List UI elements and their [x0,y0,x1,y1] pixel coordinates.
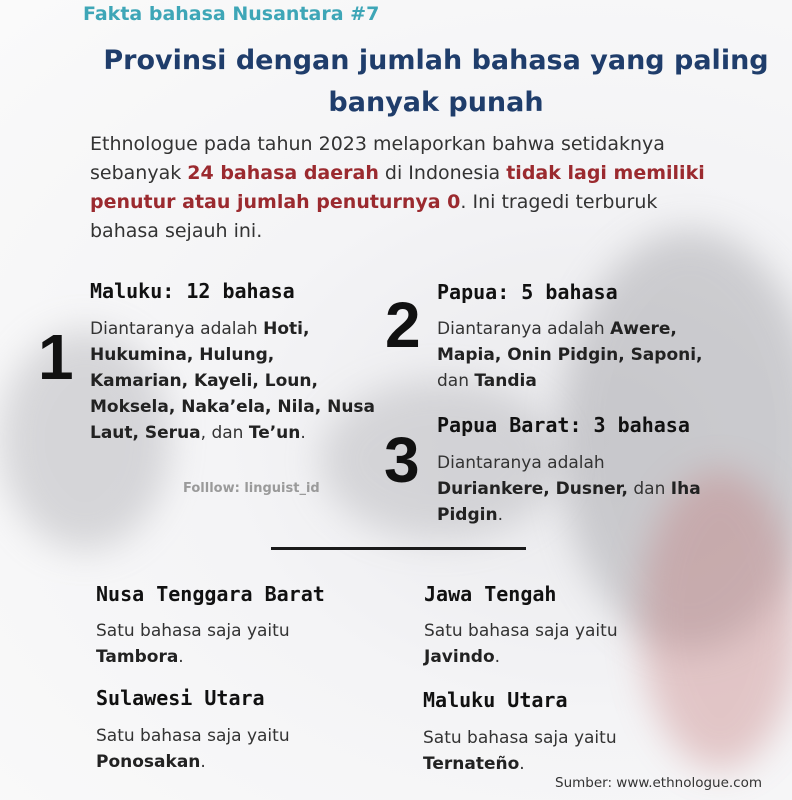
intro-text: Ethnologue pada tahun 2023 melaporkan bahwa setidaknya sebanyak [90,133,665,184]
rank2-languages: Awere, Mapia, Onin Pidgin, Saponi, [437,319,703,365]
single-language: Ternateño [423,754,520,774]
single-end: . [519,754,525,774]
rank1-description [90,316,375,446]
rank3-languages: Duriankere, Dusner, [437,479,628,499]
rank1-languages: Hoti, Hukumina, Hulung, Kamarian, Kayeli, Loun, Moksela, Naka’ela, Nila, Nusa Laut, Serua [90,319,376,443]
rank2-last-language: Tandia [474,371,537,391]
single-end: . [494,647,501,667]
intro-highlight-speakers: tidak lagi memiliki penutur atau jumlah penuturnya 0 [90,162,705,213]
rank3-heading: Papua Barat: 3 bahasa [437,413,690,437]
rank-number-2: 2 [385,289,421,361]
title-line-1: Provinsi dengan jumlah bahasa yang paling [103,45,769,76]
rank1-lead: Diantaranya adalah [90,319,264,339]
single-language: Javindo [424,647,495,667]
single-end: . [178,647,184,667]
single-text: Satu bahasa saja yaitu [96,726,290,746]
single-language: Tambora [96,647,179,667]
rank1-last-language: Te’un [248,423,301,443]
intro-text: . Ini tragedi terburuk bahasa sejauh ini. [90,191,658,242]
source-credit: Sumber: www.ethnologue.com [555,775,763,791]
rank1-heading: Maluku: 12 bahasa [90,279,295,303]
rank2-heading: Papua: 5 bahasa [437,280,618,304]
rank-number-1: 1 [38,321,74,393]
single-description-sulut [96,723,356,775]
single-description-jateng [424,618,684,670]
rank1-end: . [300,423,306,443]
title-line-2: banyak punah [328,87,544,118]
rank1-dan: , dan [200,423,249,443]
single-description-malut [423,725,683,777]
single-heading-ntb: Nusa Tenggara Barat [96,582,325,606]
single-text: Satu bahasa saja yaitu [424,621,618,641]
page-title [60,40,792,124]
rank3-end: . [497,505,503,525]
rank-number-3: 3 [384,424,420,496]
intro-paragraph [90,130,730,246]
intro-text: di Indonesia [378,162,507,184]
single-heading-jateng: Jawa Tengah [424,582,557,606]
single-text: Satu bahasa saja yaitu [96,621,290,641]
rank3-last-language: Iha Pidgin [437,479,701,525]
rank3-lead: Diantaranya adalah [437,453,605,473]
section-divider [271,547,526,550]
series-label: Fakta bahasa Nusantara #7 [83,3,380,25]
rank2-lead: Diantaranya adalah [437,319,611,339]
intro-highlight-count: 24 bahasa daerah [187,162,379,184]
rank3-description [437,450,707,528]
single-heading-malut: Maluku Utara [423,688,568,712]
single-text: Satu bahasa saja yaitu [423,728,617,748]
rank2-description [437,316,727,394]
single-language: Ponosakan [96,752,201,772]
single-description-ntb [96,618,356,670]
single-heading-sulut: Sulawesi Utara [96,686,265,710]
single-end: . [200,752,206,772]
follow-credit: Folllow: linguist_id [183,481,320,496]
rank2-dan: dan [437,371,475,391]
rank3-dan: dan [627,479,671,499]
